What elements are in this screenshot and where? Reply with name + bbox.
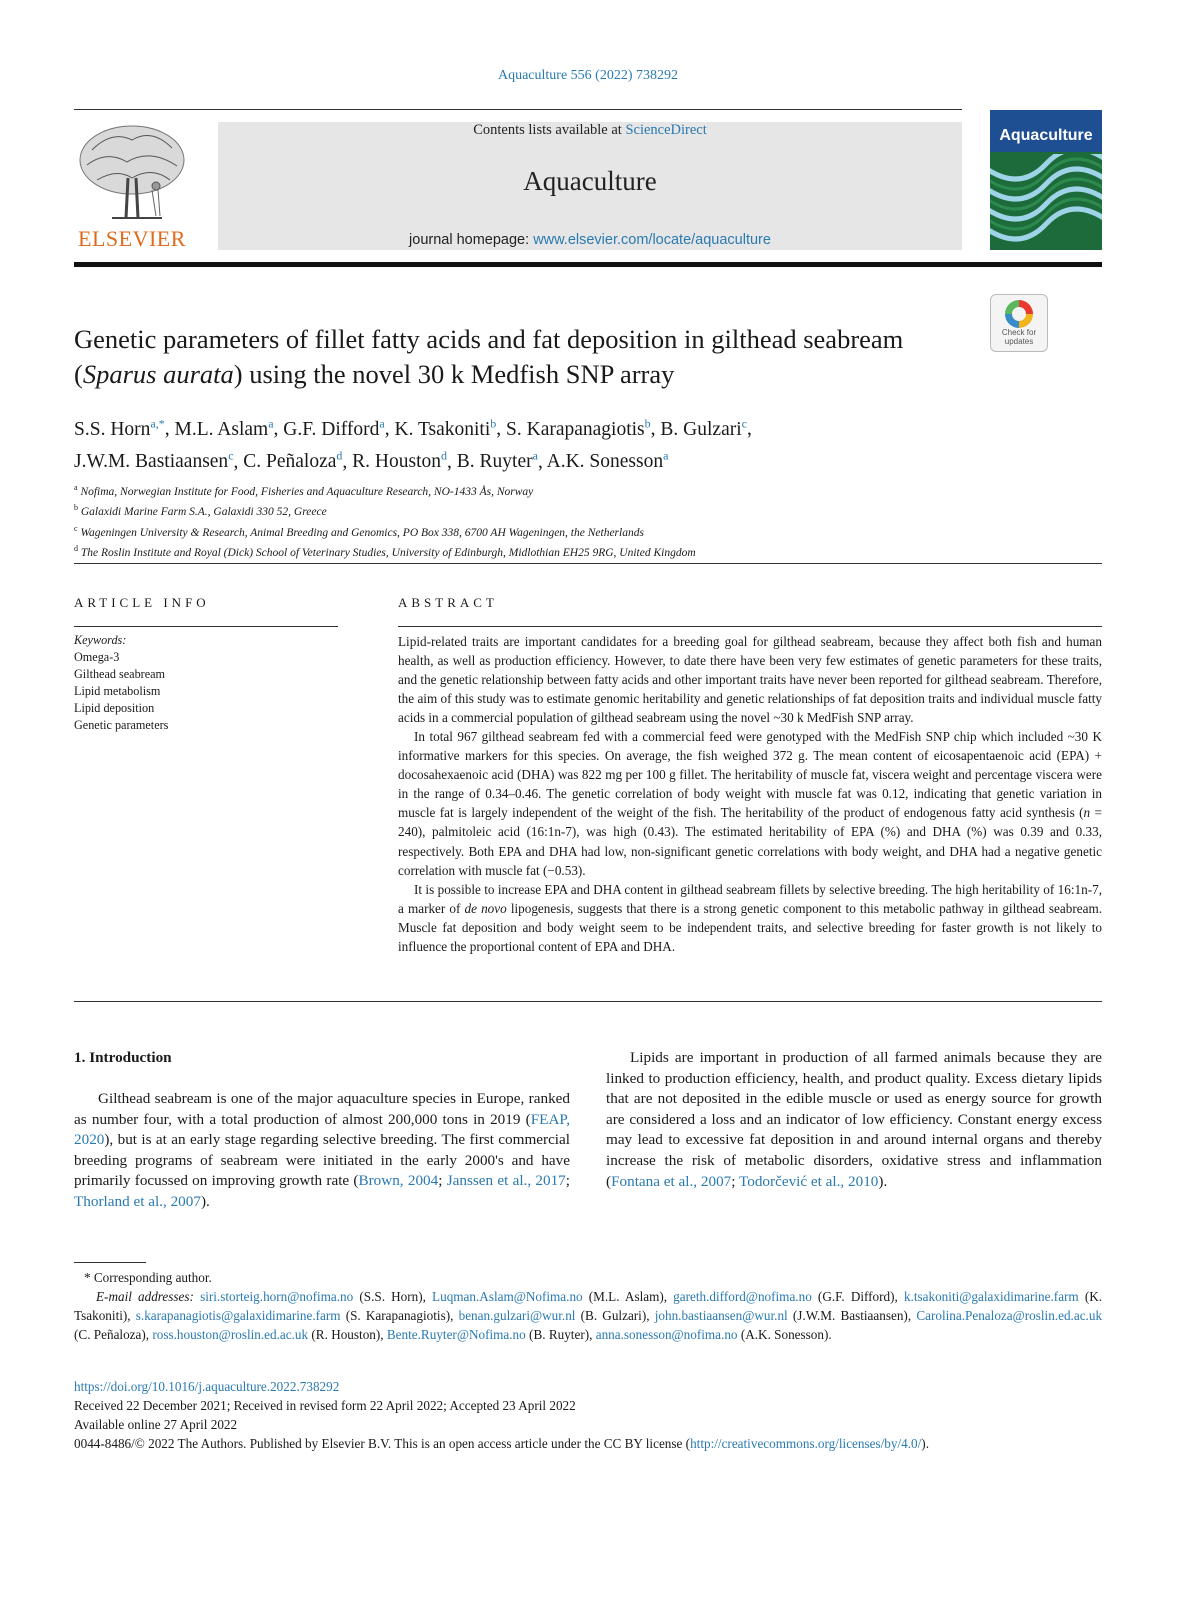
elsevier-logo [72, 120, 192, 252]
reference-link[interactable]: Thorland et al., 2007 [74, 1192, 201, 1210]
author[interactable]: J.W.M. Bastiaansen$^c$ [74, 448, 234, 472]
reference-link[interactable]: Fontana et al., 2007 [611, 1172, 732, 1190]
journal-citation[interactable]: Aquaculture 556 (2022) 738292 [497, 68, 679, 83]
intro-left-column [74, 1089, 570, 1213]
author[interactable]: M.L. Aslam$^a$ [174, 416, 274, 440]
header-thick-rule [74, 262, 1102, 267]
journal-cover[interactable] [990, 110, 1102, 250]
email-link[interactable]: Carolina.Penaloza@roslin.ed.ac.uk [916, 1308, 1103, 1323]
contents-line: Contents lists available at ScienceDirect [473, 122, 707, 138]
author[interactable]: B. Ruyter$^a$ [456, 448, 538, 472]
email-link[interactable]: anna.sonesson@nofima.no [595, 1327, 738, 1342]
abstract-end-rule [74, 1001, 1102, 1002]
email-link[interactable]: Bente.Ruyter@Nofima.no [386, 1327, 526, 1342]
tree-icon [72, 120, 192, 226]
journal-title: Aquaculture [523, 166, 657, 196]
author[interactable]: K. Tsakoniti$^b$ [394, 416, 497, 440]
homepage-link[interactable]: www.elsevier.com/locate/aquaculture [533, 232, 771, 248]
footnote-rule [74, 1262, 146, 1263]
journal-banner [218, 122, 962, 250]
keyword: Lipid deposition [74, 701, 155, 715]
email-link[interactable]: siri.storteig.horn@nofima.no [200, 1289, 354, 1304]
author[interactable]: A.K. Sonesson$^a$ [546, 448, 669, 472]
author[interactable]: G.F. Difford$^a$ [283, 416, 385, 440]
affiliation: $^b$ Galaxidi Marine Farm S.A., Galaxidi 330 52, Greece [74, 503, 327, 519]
keyword: Omega-3 [74, 650, 120, 664]
intro-paragraph: Gilthead seabream is one of the major aquaculture species in Europe, ranked as number four, with a total production of almost 200,000 tons in 2019 (FEAP, 2020), but is at an early stage regarding selective breeding. The first commercial breeding programs of seabream were initiated in the early 2000's and have primarily focussed on improving growth rate (Brown, 2004; Janssen et al., 2017; Thorland et al., 2007). [74, 1090, 570, 1210]
keywords-block [74, 632, 338, 734]
header-rule [74, 109, 962, 110]
check-for-updates-button[interactable] [990, 294, 1048, 352]
license-link[interactable]: http://creativecommons.org/licenses/by/4.0/ [690, 1436, 922, 1451]
journal-homepage: journal homepage: www.elsevier.com/locate/aquaculture [409, 232, 771, 248]
author[interactable]: R. Houston$^d$ [352, 448, 448, 472]
email-link[interactable]: s.karapanagiotis@galaxidimarine.farm [135, 1308, 341, 1323]
reference-link[interactable]: Brown, 2004 [358, 1172, 439, 1190]
keyword: Lipid metabolism [74, 684, 161, 698]
license-line: 0044-8486/© 2022 The Authors. Published by Elsevier B.V. This is an open access article under the CC BY license (http://creativecommons.org/licenses/by/4.0/). [74, 1436, 929, 1451]
publication-footer [74, 1377, 1114, 1453]
author-list: S.S. Horn$^{a,*}$, M.L. Aslam$^a$, G.F. Difford$^a$, K. Tsakoniti$^b$, S. Karapanagiotis$^b$, B. Gulzari$^c$, J.W.M. Bastiaansen$^c$, C. Peñaloza$^d$, R. Houston$^d$, B. Ruyter$^a$, A.K. Sonesson$^a$ [74, 416, 752, 472]
author[interactable]: C. Peñaloza$^d$ [243, 448, 343, 472]
email-link[interactable]: john.bastiaansen@wur.nl [654, 1308, 788, 1323]
article-info-heading: ARTICLE INFO [74, 595, 210, 610]
abstract-paragraph: In total 967 gilthead seabream fed with a commercial feed were genotyped with the MedFish SNP chip which included ~30 K informative markers for this species. On average, the fish weighed 372 g. The mean content of eicosapentaenoic acid (EPA) + docosahexaenoic acid (DHA) was 822 mg per 100 g fillet. The heritability of muscle fat, viscera weight and percentage viscera were in the range of 0.34–0.46. The genetic correlation of body weight with muscle fat was 0.12, indicating that genetic variation in muscle fat is largely independent of the weight of the fish. The heritability of the product of endogenous fatty acid synthesis (n = 240), palmitoleic acid (16:1n-7), was high (0.43). The estimated heritability of EPA (%) and DHA (%) was 0.39 and 0.33, respectively. Both EPA and DHA had low, non-significant genetic correlations with body weight, and DHA had a negative genetic correlation with muscle fat (−0.53). [398, 729, 1102, 878]
intro-paragraph: Lipids are important in production of all farmed animals because they are linked to production efficiency, health, and product quality. Excess dietary lipids that are not deposited in the edible muscle or used as energy source for growth are considered a loss and an indicator of low efficiency. Constant energy excess may lead to excessive fat deposition in and around internal organs and thereby increase the risk of metabolic disorders, oxidative stress and inflammation (Fontana et al., 2007; Todorčević et al., 2010). [606, 1049, 1102, 1190]
article-info-rule [74, 626, 338, 627]
reference-link[interactable]: Todorčević et al., 2010 [739, 1172, 879, 1190]
email-link[interactable]: ross.houston@roslin.ed.ac.uk [152, 1327, 309, 1342]
email-link[interactable]: benan.gulzari@wur.nl [458, 1308, 576, 1323]
affiliations [74, 480, 1074, 562]
footnote [74, 1268, 1102, 1344]
keyword: Gilthead seabream [74, 667, 166, 681]
abstract-heading: ABSTRACT [398, 595, 498, 610]
divider [74, 563, 1102, 564]
section-heading-introduction: 1. Introduction [74, 1049, 172, 1066]
elsevier-wordmark: ELSEVIER [78, 226, 186, 251]
affiliation: $^a$ Nofima, Norwegian Institute for Food, Fisheries and Aquaculture Research, NO-1433 Ås, Norway [74, 483, 534, 498]
email-link[interactable]: gareth.difford@nofima.no [673, 1289, 812, 1304]
keywords-label: Keywords: [74, 633, 127, 647]
doi-link[interactable]: https://doi.org/10.1016/j.aquaculture.2022.738292 [74, 1379, 340, 1394]
reference-link[interactable]: Janssen et al., 2017 [446, 1172, 566, 1190]
affiliation: $^d$ The Roslin Institute and Royal (Dick) School of Veterinary Studies, University of Edinburgh, Midlothian EH25 9RG, United Kingdom [74, 544, 696, 560]
update-badge-icon [1005, 300, 1033, 328]
affiliation: $^c$ Wageningen University & Research, Animal Breeding and Genomics, PO Box 338, 6700 AH Wageningen, the Netherlands [74, 523, 644, 539]
abstract-rule [398, 626, 1102, 627]
email-addresses: E-mail addresses: siri.storteig.horn@nofima.no (S.S. Horn), Luqman.Aslam@Nofima.no (M.L. Aslam), gareth.difford@nofima.no (G.F. Difford), k.tsakoniti@galaxidimarine.farm (K. Tsakoniti), s.karapanagiotis@galaxidimarine.farm (S. Karapanagiotis), benan.gulzari@wur.nl (B. Gulzari), john.bastiaansen@wur.nl (J.W.M. Bastiaansen), Carolina.Penaloza@roslin.ed.ac.uk (C. Peñaloza), ross.houston@roslin.ed.ac.uk (R. Houston), Bente.Ruyter@Nofima.no (B. Ruyter), anna.sonesson@nofima.no (A.K. Sonesson). [74, 1289, 1103, 1342]
cover-title: Aquaculture [999, 127, 1093, 144]
keyword: Genetic parameters [74, 718, 169, 732]
author[interactable]: B. Gulzari$^c$ [660, 416, 747, 440]
email-link[interactable]: Luqman.Aslam@Nofima.no [432, 1289, 583, 1304]
abstract-paragraph: Lipid-related traits are important candidates for a breeding goal for gilthead seabream, because they affect both fish and human health, as well as production efficiency. However, to date there have been very few estimates of genetic parameters for these traits, and the genetic relationship between fatty acids and other important traits have never been reported for gilthead seabream. Therefore, the aim of this study was to estimate genomic heritability and genetic relationships of fat deposition traits and individual muscle fatty acids in a commercial population of gilthead seabream using the novel ~30 k MedFish SNP array. [398, 634, 1102, 726]
reference-link[interactable]: FEAP, 2020 [74, 1110, 570, 1149]
cover-pattern-icon [990, 154, 1102, 250]
received-dates: Received 22 December 2021; Received in revised form 22 April 2022; Accepted 23 April 2022 [74, 1398, 576, 1413]
abstract-paragraph: It is possible to increase EPA and DHA content in gilthead seabream fillets by selective breeding. The high heritability of 16:1n-7, a marker of de novo lipogenesis, suggests that there is a strong genetic component to this metabolic pathway in gilthead seabream. Muscle fat deposition and body weight seem to be independent traits, and selective breeding for faster growth is not likely to influence the proportional content of EPA and DHA. [398, 881, 1102, 954]
author[interactable]: S. Karapanagiotis$^b$ [506, 416, 651, 440]
update-badge-label: Check for updates [1001, 328, 1037, 346]
article-title: Genetic parameters of fillet fatty acids and fat deposition in gilthead seabream (Sparus aurata) using the novel 30 k Medfish SNP array [74, 324, 904, 389]
sciencedirect-link[interactable]: ScienceDirect [625, 122, 707, 138]
author[interactable]: S.S. Horn$^{a,*}$ [74, 416, 165, 440]
corresponding-author-note: * Corresponding author. [84, 1270, 212, 1285]
available-online: Available online 27 April 2022 [74, 1417, 238, 1432]
intro-right-column [606, 1048, 1102, 1192]
abstract-text [398, 632, 1102, 956]
email-link[interactable]: k.tsakoniti@galaxidimarine.farm [903, 1289, 1079, 1304]
